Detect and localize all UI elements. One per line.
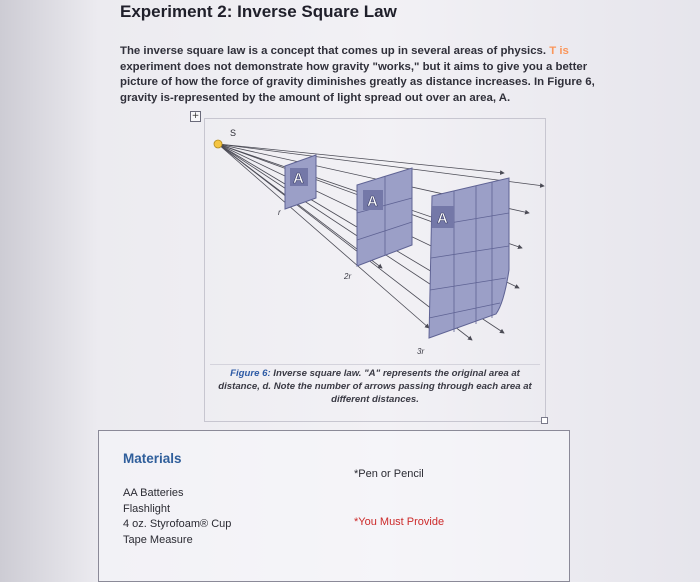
area-label-3: A: [437, 210, 448, 227]
intro-text-end: experiment does not demonstrate how gravity "works," but it aims to give you a better picture of how the force of gravity diminishes greatly as distance increases. In Figure 6, gravity is-represented by the amount of light spread out over an area, A.: [120, 60, 595, 104]
materials-item: AA Batteries: [123, 487, 184, 499]
intro-text-start: The inverse square law is a concept that comes up in several areas of physics.: [120, 45, 550, 57]
figure-caption-text: Inverse square law. "A" represents the original area at distance, d. Note the number of arrows passing through each area at different distances.: [218, 368, 532, 405]
materials-item: Tape Measure: [123, 533, 193, 546]
materials-item: 4 oz. Styrofoam® Cup: [123, 518, 232, 530]
source-label: S: [230, 128, 237, 138]
resize-handle[interactable]: [541, 417, 548, 424]
intro-paragraph: [120, 44, 600, 106]
distance-label-r: r: [278, 208, 281, 217]
inverse-square-figure: [204, 118, 554, 368]
pen-note: *Pen or Pencil: [354, 468, 424, 480]
must-provide-note: *You Must Provide: [354, 516, 445, 528]
materials-list: [123, 486, 231, 548]
area-panel-2r: [357, 168, 412, 266]
distance-label-3r: 3r: [417, 347, 425, 356]
intro-faded-text: T is: [549, 45, 569, 57]
area-panel-3r: [429, 178, 509, 338]
area-label-1: A: [293, 170, 304, 187]
area-label-2: A: [367, 193, 378, 210]
materials-item: Flashlight: [123, 502, 171, 515]
distance-label-2r: 2r: [344, 272, 352, 281]
figure-caption-label: Figure 6:: [230, 368, 271, 379]
document-title: Experiment 2: Inverse Square Law: [120, 2, 397, 21]
materials-heading: Materials: [123, 451, 182, 466]
figure-caption: [210, 364, 540, 406]
move-handle-icon[interactable]: +: [191, 111, 200, 121]
